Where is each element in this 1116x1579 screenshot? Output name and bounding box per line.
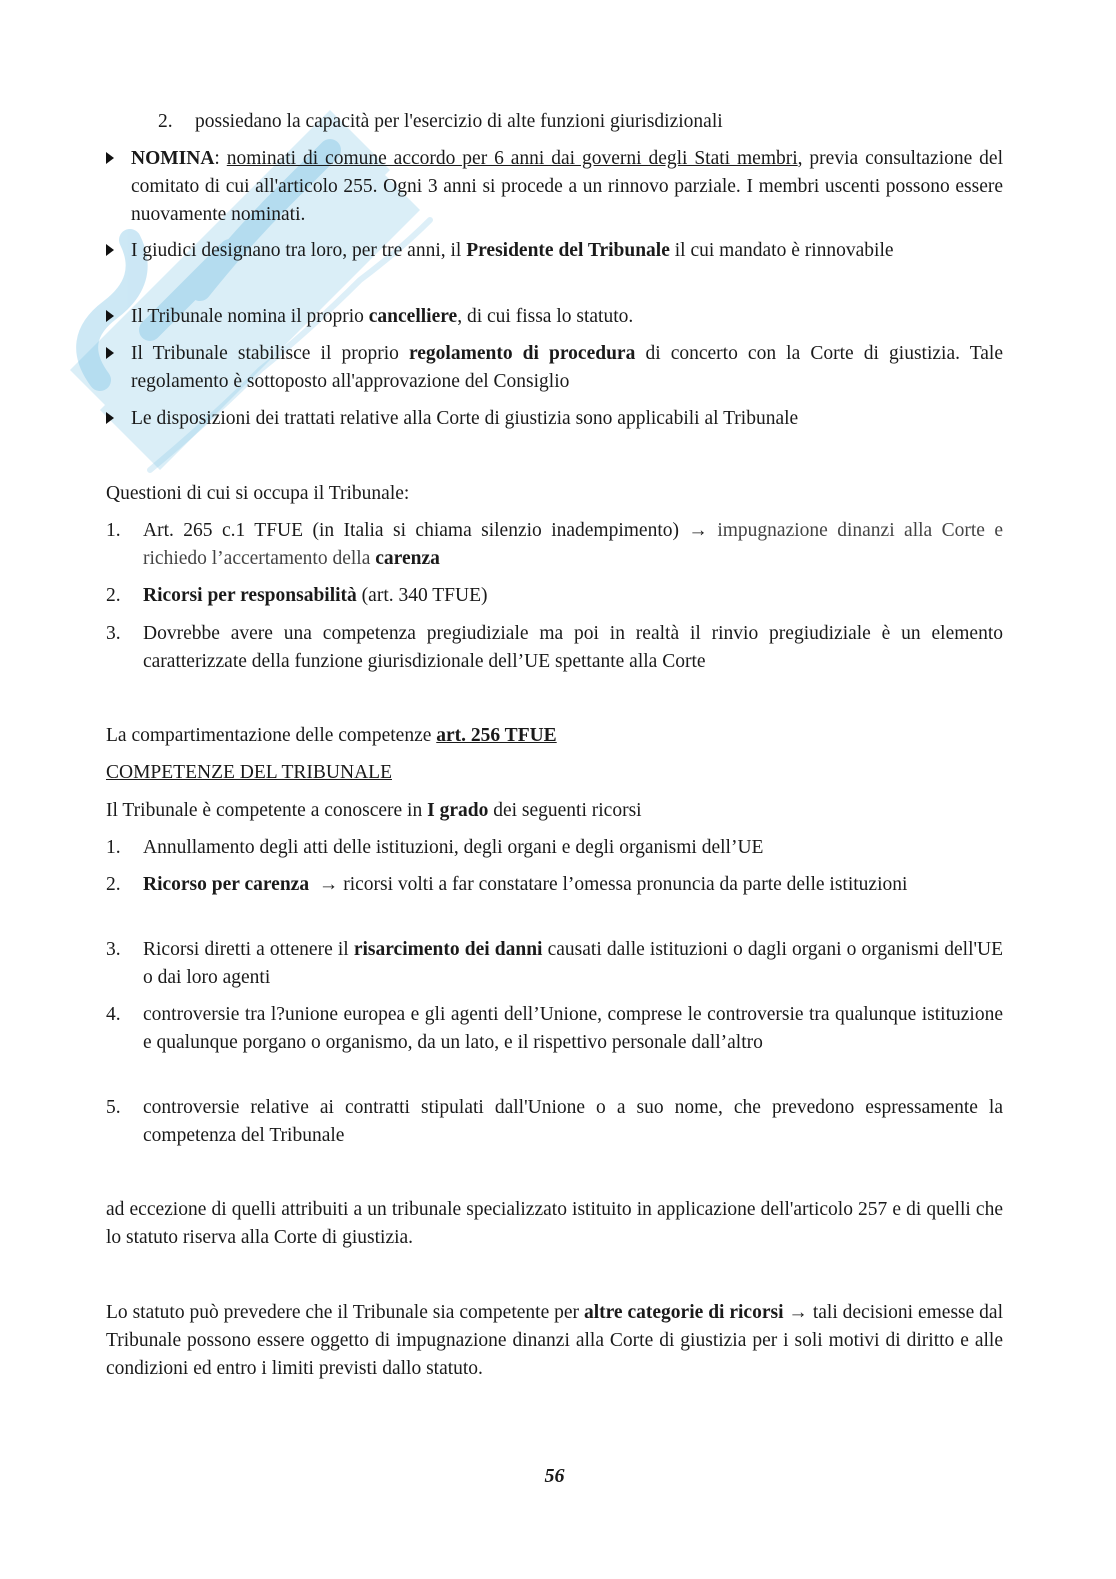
- list-item: [106, 517, 1003, 573]
- triangle-bullet-icon: [106, 347, 114, 359]
- list-item-text: Dovrebbe avere una competenza pregiudiziale ma poi in realtà il rinvio pregiudiziale è un elemento caratterizzate della funzione giurisdizionale dell’UE spettante alla Corte: [143, 623, 1003, 672]
- text-span: dei seguenti ricorsi: [488, 800, 642, 821]
- text-span: , di cui fissa lo statuto.: [457, 306, 634, 327]
- list-number: 1.: [106, 520, 121, 541]
- list-item: [106, 1001, 1003, 1057]
- text-span: di concerto con la Corte di giustizia. Tale regolamento è sottoposto all'approvazione del Consiglio: [131, 343, 1003, 392]
- bullet-item-nomina: [106, 145, 1003, 229]
- bullet-item-cancelliere: [106, 303, 1003, 331]
- triangle-bullet-icon: [106, 310, 114, 322]
- text-span: Il Tribunale stabilisce il proprio: [131, 343, 409, 364]
- list-number: 2.: [158, 111, 173, 132]
- page-number: 56: [544, 1465, 565, 1487]
- bold-term: regolamento di procedura: [408, 343, 636, 364]
- eccezione-paragraph: ad eccezione di quelli attribuiti a un tribunale specializzato istituito in applicazione dell'articolo 257 e di quelli che lo statuto riserva alla Corte di giustizia.: [106, 1199, 1003, 1248]
- compartimentazione-line: [106, 722, 1003, 750]
- bullet-item-disposizioni: [106, 405, 1003, 433]
- bold-term: cancelliere: [368, 306, 458, 327]
- competenze-heading: COMPETENZE DEL TRIBUNALE: [106, 762, 392, 783]
- bold-term: risarcimento dei danni: [353, 939, 543, 960]
- statuto-paragraph: [106, 1299, 1003, 1383]
- list-item: [106, 936, 1003, 992]
- text-span: , previa consultazione del comitato di cui all'articolo 255. Ogni 3 anni si procede a un rinnovo parziale. I membri uscenti possono essere nuovamente nominati.: [131, 148, 1004, 225]
- list-item: [106, 834, 1003, 862]
- list-number: 2.: [106, 874, 121, 895]
- questioni-heading: Questioni di cui si occupa il Tribunale:: [106, 483, 410, 504]
- list-number: 5.: [106, 1097, 121, 1118]
- list-item-text: controversie tra l?unione europea e gli agenti dell’Unione, comprese le controversie tra qualunque istituzione e qualunque porgano o organismo, da un lato, e il rispettivo personale dall’altro: [143, 1004, 1003, 1053]
- bullet-item-presidente: [106, 237, 1003, 265]
- list-item-text: possiedano la capacità per l'esercizio di alte funzioni giurisdizionali: [195, 111, 723, 132]
- text-span: → tali decisioni emesse dal Tribunale possono essere oggetto di impugnazione dinanzi alla Corte di giustizia per i soli motivi di diritto e alle condizioni ed entro i limiti previsti dallo statuto.: [106, 1302, 1004, 1379]
- list-item: [106, 582, 1003, 610]
- text-span: Lo statuto può prevedere che il Tribunale sia competente per: [106, 1302, 584, 1323]
- list-number: 4.: [106, 1004, 121, 1025]
- bold-term: Ricorsi per responsabilità: [143, 585, 357, 606]
- bold-term: altre categorie di ricorsi: [583, 1302, 784, 1323]
- triangle-bullet-icon: [106, 412, 114, 424]
- list-number: 3.: [106, 623, 121, 644]
- list-item-text: controversie relative ai contratti stipulati dall'Unione o a suo nome, che prevedono espressamente la competenza del Tribunale: [143, 1097, 1003, 1146]
- bold-term: I grado: [427, 800, 489, 821]
- text-span: La compartimentazione delle competenze: [106, 725, 437, 746]
- list-item: [158, 108, 1003, 136]
- list-number: 1.: [106, 837, 121, 858]
- text-span: I giudici designano tra loro, per tre anni, il: [131, 240, 467, 261]
- list-item: [106, 620, 1003, 676]
- bold-term: NOMINA: [131, 148, 215, 169]
- competente-line: [106, 797, 1003, 825]
- text-span: Il Tribunale è competente a conoscere in: [106, 800, 428, 821]
- text-span: il cui mandato è rinnovabile: [669, 240, 894, 261]
- list-number: 2.: [106, 585, 121, 606]
- bold-term: carenza: [375, 548, 440, 569]
- bold-term: Ricorso per carenza: [143, 874, 310, 895]
- list-item: [106, 871, 1003, 899]
- underlined-text: nominati di comune accordo per 6 anni dai governi degli Stati membri: [226, 148, 798, 169]
- list-number: 3.: [106, 939, 121, 960]
- triangle-bullet-icon: [106, 244, 114, 256]
- text-span: Le disposizioni dei trattati relative alla Corte di giustizia sono applicabili al Tribunale: [131, 408, 799, 429]
- text-span: impugnazione dinanzi alla Corte e richiedo l’accertamento della: [143, 520, 1003, 569]
- triangle-bullet-icon: [106, 152, 114, 164]
- text-span: :: [214, 148, 227, 169]
- text-span: Art. 265 c.1 TFUE (in Italia si chiama silenzio inadempimento) →: [143, 520, 718, 541]
- list-item-text: Annullamento degli atti delle istituzioni, degli organi e degli organismi dell’UE: [143, 837, 764, 858]
- list-item: [106, 1094, 1003, 1150]
- bold-term: Presidente del Tribunale: [466, 240, 670, 261]
- text-span: Ricorsi diretti a ottenere il: [143, 939, 354, 960]
- text-span: Il Tribunale nomina il proprio: [131, 306, 369, 327]
- bold-underlined-reference: art. 256 TFUE: [436, 725, 557, 746]
- bullet-item-regolamento: [106, 340, 1003, 396]
- text-span: causati dalle istituzioni o dagli organi o organismi dell'UE o dai loro agenti: [143, 939, 1004, 988]
- text-span: → ricorsi volti a far constatare l’omessa pronuncia da parte delle istituzioni: [309, 874, 908, 895]
- text-span: (art. 340 TFUE): [356, 585, 488, 606]
